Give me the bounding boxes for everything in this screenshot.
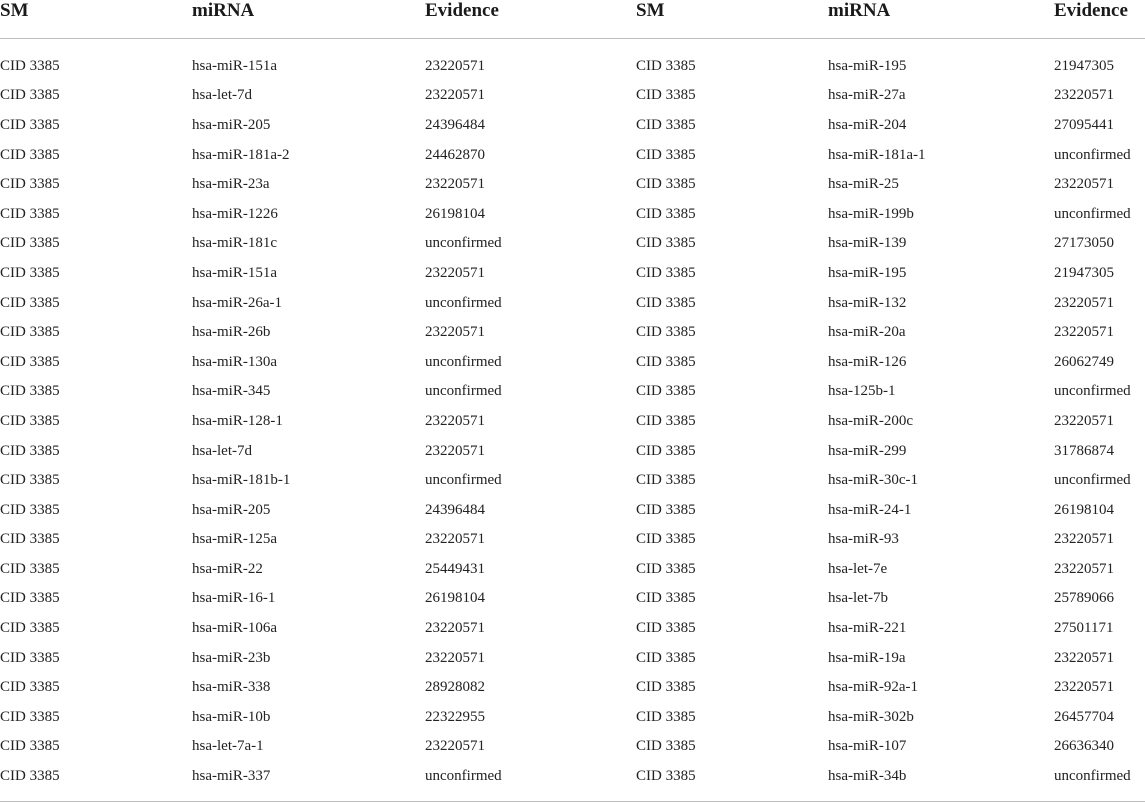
sm-cell-right: CID 3385 [636, 761, 828, 802]
sm-cell-left: CID 3385 [0, 264, 60, 281]
evidence-cell-left: unconfirmed [425, 761, 636, 802]
table-row [0, 406, 1145, 436]
table-body [0, 39, 1145, 802]
sm-cell-left: CID 3385 [0, 412, 60, 429]
mirna-cell-right: hsa-miR-132 [828, 294, 907, 311]
evidence-cell-left: 23220571 [425, 442, 485, 459]
mirna-cell-left: hsa-miR-337 [192, 761, 425, 802]
evidence-cell-right: 23220571 [1054, 87, 1114, 104]
mirna-cell-right: hsa-miR-25 [828, 176, 899, 193]
evidence-cell-left: 24462870 [425, 146, 485, 163]
evidence-cell-right: 23220571 [1054, 679, 1114, 696]
sm-cell-right: CID 3385 [636, 116, 696, 133]
sm-cell-left: CID 3385 [0, 353, 60, 370]
mirna-cell-right: hsa-miR-199b [828, 205, 914, 222]
sm-cell-right: CID 3385 [636, 146, 696, 163]
sm-cell-right: CID 3385 [636, 738, 696, 755]
evidence-cell-left: 22322955 [425, 708, 485, 725]
mirna-cell-left: hsa-miR-26b [192, 324, 271, 341]
evidence-cell-left: unconfirmed [425, 294, 502, 311]
mirna-cell-right: hsa-let-7e [828, 560, 888, 577]
mirna-cell-right: hsa-let-7b [828, 590, 888, 607]
mirna-cell-left: hsa-miR-23a [192, 176, 270, 193]
evidence-cell-left: 23220571 [425, 412, 485, 429]
evidence-cell-right: 23220571 [1054, 649, 1114, 666]
mirna-cell-left: hsa-miR-106a [192, 620, 277, 637]
mirna-cell-left: hsa-miR-338 [192, 679, 271, 696]
sm-cell-right: CID 3385 [636, 235, 696, 252]
table-row [0, 672, 1145, 702]
mirna-cell-right: hsa-miR-181a-1 [828, 146, 926, 163]
sm-cell-left: CID 3385 [0, 87, 60, 104]
sm-cell-right: CID 3385 [636, 679, 696, 696]
sm-cell-left: CID 3385 [0, 235, 60, 252]
table-row [0, 258, 1145, 288]
sm-cell-right: CID 3385 [636, 264, 696, 281]
sm-cell-left: CID 3385 [0, 679, 60, 696]
table-row [0, 613, 1145, 643]
sm-cell-left: CID 3385 [0, 501, 60, 518]
evidence-cell-left: 23220571 [425, 738, 485, 755]
table-row [0, 81, 1145, 111]
sm-cell-left: CID 3385 [0, 324, 60, 341]
sm-cell-left: CID 3385 [0, 620, 60, 637]
header-mirna-right: miRNA [828, 0, 1054, 39]
sm-cell-left: CID 3385 [0, 738, 60, 755]
evidence-cell-right: 21947305 [1054, 264, 1114, 281]
evidence-cell-right: 27501171 [1054, 620, 1114, 637]
evidence-cell-right: 26198104 [1054, 501, 1114, 518]
evidence-cell-left: unconfirmed [425, 472, 502, 489]
evidence-cell-left: 23220571 [425, 531, 485, 548]
table-row [0, 51, 1145, 81]
mirna-cell-right: hsa-miR-204 [828, 116, 907, 133]
header-evidence-left: Evidence [425, 0, 636, 39]
evidence-cell-left: 28928082 [425, 679, 485, 696]
evidence-cell-right: 23220571 [1054, 531, 1114, 548]
sm-cell-right: CID 3385 [636, 531, 696, 548]
mirna-cell-left: hsa-miR-205 [192, 501, 271, 518]
header-spacer [0, 39, 1145, 52]
table-row [0, 169, 1145, 199]
mirna-cell-right: hsa-miR-221 [828, 620, 907, 637]
table-row [0, 229, 1145, 259]
table-row [0, 377, 1145, 407]
sm-cell-left: CID 3385 [0, 560, 60, 577]
sm-cell-right: CID 3385 [636, 205, 696, 222]
mirna-cell-left: hsa-miR-26a-1 [192, 294, 282, 311]
sm-cell-right: CID 3385 [636, 442, 696, 459]
header-evidence-right: Evidence [1054, 0, 1145, 39]
evidence-cell-right: 26636340 [1054, 738, 1114, 755]
evidence-cell-right: 23220571 [1054, 324, 1114, 341]
sm-cell-left: CID 3385 [0, 57, 60, 74]
evidence-cell-left: 23220571 [425, 176, 485, 193]
sm-cell-left: CID 3385 [0, 146, 60, 163]
evidence-cell-right: 21947305 [1054, 57, 1114, 74]
mirna-cell-right: hsa-miR-126 [828, 353, 907, 370]
sm-cell-left: CID 3385 [0, 294, 60, 311]
table-row [0, 140, 1145, 170]
mirna-cell-left: hsa-let-7d [192, 87, 252, 104]
evidence-cell-right: 26062749 [1054, 353, 1114, 370]
sm-cell-right: CID 3385 [636, 87, 696, 104]
table-row [0, 199, 1145, 229]
sm-cell-right: CID 3385 [636, 353, 696, 370]
sm-cell-right: CID 3385 [636, 294, 696, 311]
mirna-cell-right: hsa-miR-299 [828, 442, 907, 459]
sm-cell-right: CID 3385 [636, 620, 696, 637]
evidence-cell-right: unconfirmed [1054, 761, 1145, 802]
sm-cell-left: CID 3385 [0, 531, 60, 548]
header-mirna-left: miRNA [192, 0, 425, 39]
mirna-cell-left: hsa-miR-130a [192, 353, 277, 370]
mirna-cell-right: hsa-miR-30c-1 [828, 472, 918, 489]
sm-cell-right: CID 3385 [636, 57, 696, 74]
table-header [0, 0, 1145, 39]
sm-cell-left: CID 3385 [0, 383, 60, 400]
mirna-cell-left: hsa-miR-1226 [192, 205, 278, 222]
evidence-cell-left: 25449431 [425, 560, 485, 577]
evidence-cell-right: unconfirmed [1054, 146, 1131, 163]
mirna-cell-left: hsa-miR-125a [192, 531, 277, 548]
mirna-cell-left: hsa-miR-205 [192, 116, 271, 133]
evidence-cell-left: 23220571 [425, 324, 485, 341]
sm-cell-left: CID 3385 [0, 649, 60, 666]
mirna-cell-right: hsa-miR-34b [828, 761, 1054, 802]
sm-cell-right: CID 3385 [636, 590, 696, 607]
evidence-cell-right: 31786874 [1054, 442, 1114, 459]
mirna-cell-right: hsa-miR-200c [828, 412, 913, 429]
evidence-cell-left: unconfirmed [425, 353, 502, 370]
mirna-cell-left: hsa-miR-181b-1 [192, 472, 291, 489]
mirna-cell-right: hsa-miR-27a [828, 87, 906, 104]
mirna-cell-left: hsa-miR-10b [192, 708, 271, 725]
table-row [0, 732, 1145, 762]
sm-cell-left: CID 3385 [0, 761, 192, 802]
table-row [0, 465, 1145, 495]
sm-cell-left: CID 3385 [0, 590, 60, 607]
sm-cell-left: CID 3385 [0, 472, 60, 489]
evidence-cell-left: 23220571 [425, 87, 485, 104]
evidence-cell-left: 23220571 [425, 264, 485, 281]
mirna-cell-left: hsa-let-7a-1 [192, 738, 264, 755]
header-row [0, 0, 1145, 39]
mirna-cell-left: hsa-miR-22 [192, 560, 263, 577]
table-row [0, 495, 1145, 525]
header-sm-right: SM [636, 0, 828, 39]
evidence-cell-right: 23220571 [1054, 176, 1114, 193]
mirna-cell-right: hsa-miR-302b [828, 708, 914, 725]
evidence-cell-right: 25789066 [1054, 590, 1114, 607]
evidence-cell-right: 26457704 [1054, 708, 1114, 725]
evidence-cell-left: 26198104 [425, 590, 485, 607]
sm-cell-right: CID 3385 [636, 708, 696, 725]
table-row [0, 761, 1145, 802]
evidence-cell-left: 24396484 [425, 116, 485, 133]
evidence-cell-left: 26198104 [425, 205, 485, 222]
mirna-cell-right: hsa-miR-139 [828, 235, 907, 252]
mirna-cell-left: hsa-miR-128-1 [192, 412, 283, 429]
mirna-cell-left: hsa-miR-23b [192, 649, 271, 666]
evidence-cell-left: 23220571 [425, 620, 485, 637]
sm-cell-right: CID 3385 [636, 472, 696, 489]
mirna-cell-left: hsa-miR-345 [192, 383, 271, 400]
mirna-cell-left: hsa-miR-151a [192, 57, 277, 74]
evidence-cell-left: 24396484 [425, 501, 485, 518]
evidence-cell-right: 23220571 [1054, 294, 1114, 311]
evidence-cell-right: unconfirmed [1054, 205, 1131, 222]
evidence-cell-left: unconfirmed [425, 235, 502, 252]
sm-cell-right: CID 3385 [636, 501, 696, 518]
evidence-cell-left: unconfirmed [425, 383, 502, 400]
evidence-cell-right: 27095441 [1054, 116, 1114, 133]
evidence-cell-right: 27173050 [1054, 235, 1114, 252]
sm-cell-left: CID 3385 [0, 205, 60, 222]
mirna-cell-left: hsa-miR-181a-2 [192, 146, 290, 163]
table-row [0, 347, 1145, 377]
sm-cell-left: CID 3385 [0, 116, 60, 133]
mirna-cell-right: hsa-125b-1 [828, 383, 896, 400]
table-row [0, 288, 1145, 318]
mirna-cell-left: hsa-let-7d [192, 442, 252, 459]
evidence-cell-left: 23220571 [425, 57, 485, 74]
mirna-cell-left: hsa-miR-16-1 [192, 590, 276, 607]
table-row [0, 702, 1145, 732]
sm-cell-right: CID 3385 [636, 560, 696, 577]
sm-cell-left: CID 3385 [0, 442, 60, 459]
evidence-cell-right: unconfirmed [1054, 472, 1131, 489]
table-row [0, 554, 1145, 584]
sm-cell-right: CID 3385 [636, 383, 696, 400]
evidence-cell-left: 23220571 [425, 649, 485, 666]
table-row [0, 643, 1145, 673]
mirna-cell-right: hsa-miR-24-1 [828, 501, 912, 518]
header-sm-left: SM [0, 0, 192, 39]
mirna-cell-right: hsa-miR-195 [828, 57, 907, 74]
table-row [0, 525, 1145, 555]
table-row [0, 110, 1145, 140]
mirna-cell-right: hsa-miR-20a [828, 324, 906, 341]
sm-cell-right: CID 3385 [636, 649, 696, 666]
evidence-cell-right: 23220571 [1054, 560, 1114, 577]
sm-cell-left: CID 3385 [0, 176, 60, 193]
table-row [0, 317, 1145, 347]
sm-cell-right: CID 3385 [636, 412, 696, 429]
mirna-cell-right: hsa-miR-107 [828, 738, 907, 755]
sm-cell-right: CID 3385 [636, 176, 696, 193]
mirna-cell-right: hsa-miR-93 [828, 531, 899, 548]
mirna-cell-left: hsa-miR-151a [192, 264, 277, 281]
mirna-cell-right: hsa-miR-19a [828, 649, 906, 666]
sm-cell-left: CID 3385 [0, 708, 60, 725]
table-row [0, 584, 1145, 614]
table-row [0, 436, 1145, 466]
evidence-cell-right: 23220571 [1054, 412, 1114, 429]
mirna-cell-right: hsa-miR-92a-1 [828, 679, 918, 696]
evidence-cell-right: unconfirmed [1054, 383, 1131, 400]
sm-cell-right: CID 3385 [636, 324, 696, 341]
mirna-cell-right: hsa-miR-195 [828, 264, 907, 281]
mirna-cell-left: hsa-miR-181c [192, 235, 277, 252]
